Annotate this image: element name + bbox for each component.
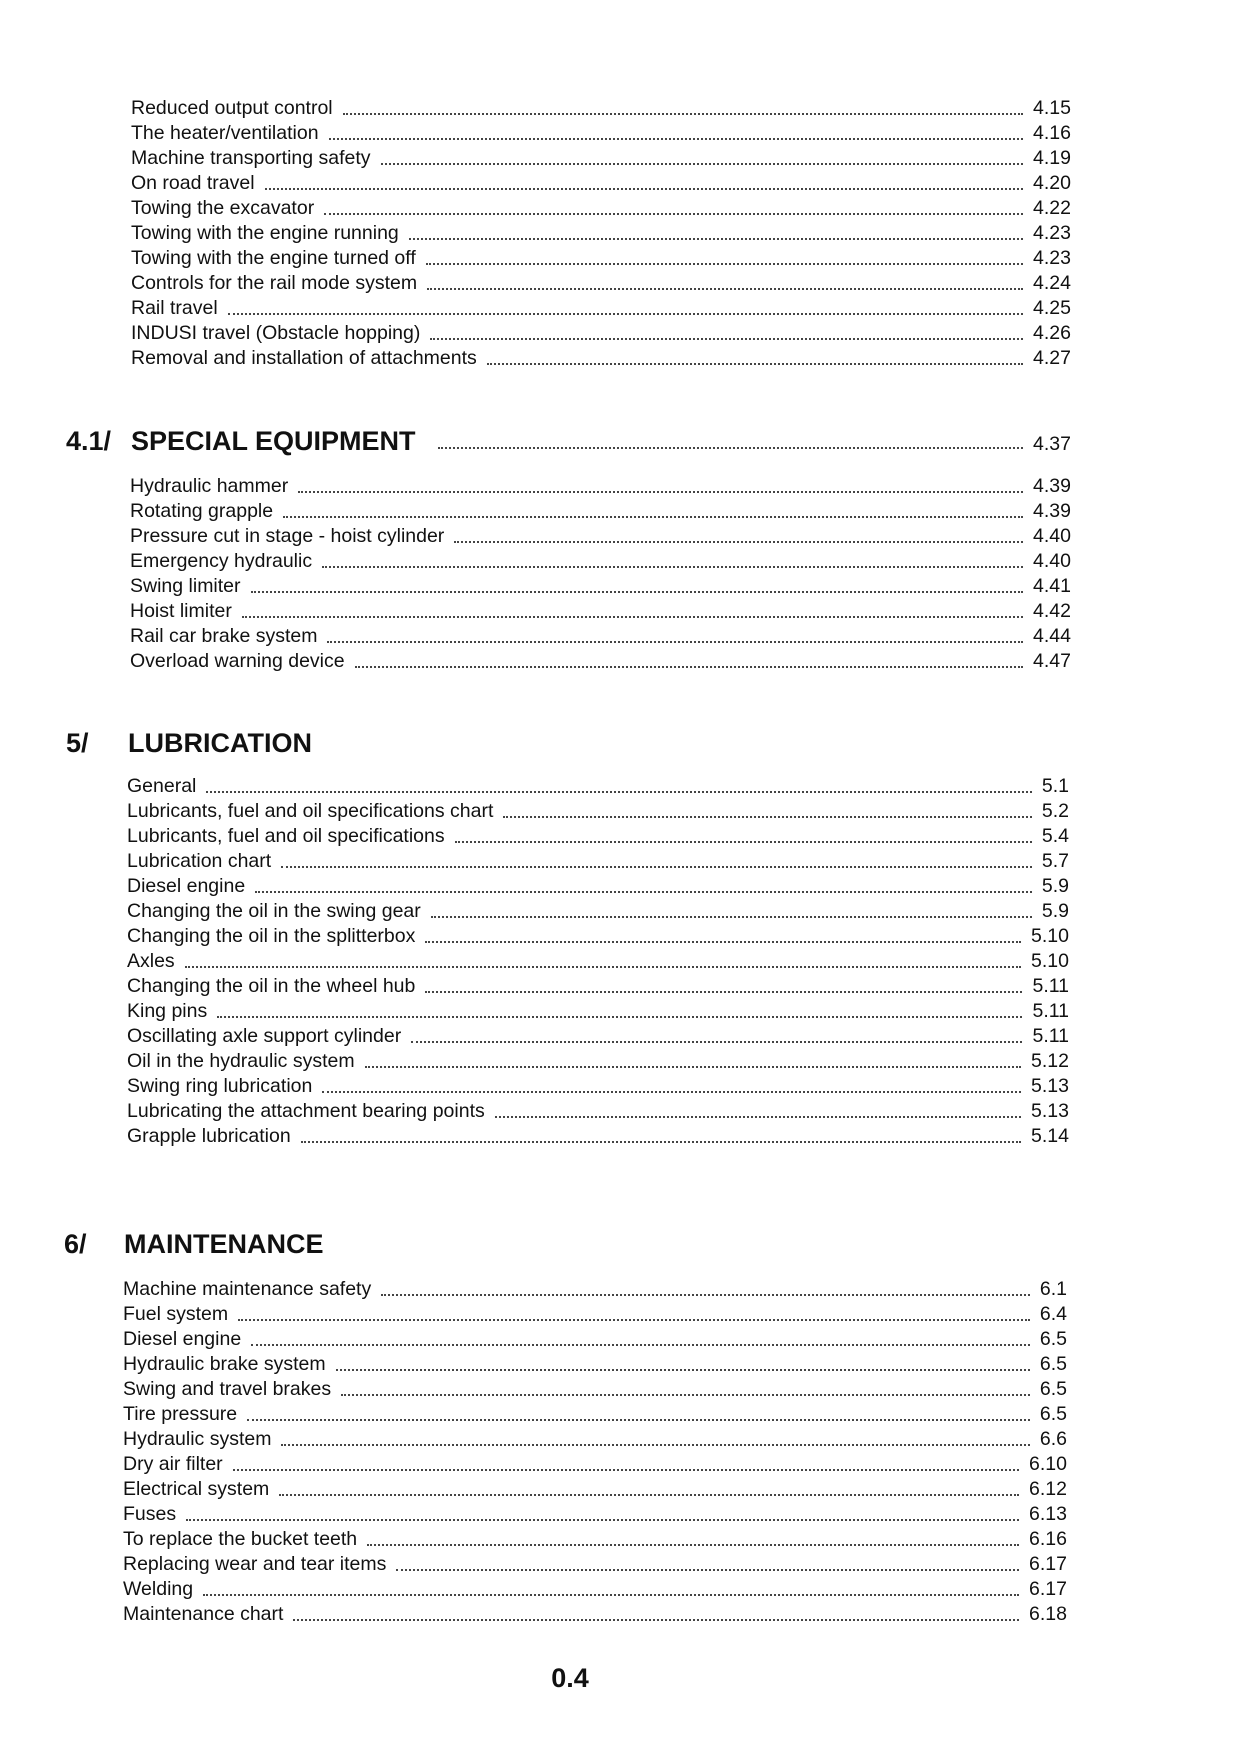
dot-leader: [411, 1041, 1022, 1043]
toc-entry[interactable]: [131, 146, 1071, 171]
toc-entry-label: Controls for the rail mode system: [131, 272, 418, 294]
toc-entry[interactable]: [127, 1074, 1069, 1099]
toc-entry[interactable]: [123, 1352, 1067, 1377]
toc-entry-label: Overload warning device: [130, 650, 345, 672]
dot-leader: [336, 1369, 1030, 1371]
toc-entry-label: Machine maintenance safety: [123, 1278, 372, 1300]
dot-leader: [438, 447, 1024, 449]
toc-entry-label: Rotating grapple: [130, 500, 274, 522]
toc-entry-page: 4.47: [1033, 650, 1071, 672]
toc-entry-label: Towing the excavator: [131, 197, 315, 219]
toc-entry-page: 4.27: [1033, 347, 1071, 369]
toc-entry-page: 4.44: [1033, 625, 1071, 647]
toc-entry-label: Replacing wear and tear items: [123, 1553, 387, 1575]
toc-entry-page: 6.5: [1039, 1403, 1067, 1425]
dot-leader: [431, 916, 1032, 918]
toc-entry-page: 6.4: [1039, 1303, 1067, 1325]
dot-leader: [427, 288, 1023, 290]
toc-entry-label: Reduced output control: [131, 97, 333, 119]
toc-entry-label: Swing ring lubrication: [127, 1075, 313, 1097]
toc-entry-label: Swing limiter: [130, 575, 241, 597]
toc-entry[interactable]: [123, 1602, 1067, 1627]
toc-entry-page: 4.16: [1033, 122, 1071, 144]
dot-leader: [298, 491, 1023, 493]
toc-entry-page: 6.17: [1029, 1553, 1067, 1575]
dot-leader: [217, 1016, 1022, 1018]
dot-leader: [396, 1569, 1019, 1571]
toc-entry-label: Hydraulic hammer: [130, 475, 289, 497]
toc-entry-label: Welding: [123, 1578, 194, 1600]
section-title[interactable]: MAINTENANCE: [124, 1229, 324, 1259]
toc-entry-page: 4.24: [1033, 272, 1071, 294]
dot-leader: [255, 891, 1032, 893]
toc-entry-label: General: [127, 775, 197, 797]
toc-entry-label: Oscillating axle support cylinder: [127, 1025, 402, 1047]
toc-entry[interactable]: [131, 171, 1071, 196]
toc-entry-page: 6.5: [1039, 1353, 1067, 1375]
toc-entry[interactable]: [127, 1049, 1069, 1074]
toc-entry-page: 5.13: [1031, 1075, 1069, 1097]
dot-leader: [381, 163, 1024, 165]
toc-entry-label: Lubricating the attachment bearing points: [127, 1100, 485, 1122]
toc-entry-label: Changing the oil in the wheel hub: [127, 975, 416, 997]
dot-leader: [454, 541, 1023, 543]
toc-entry-page: 5.10: [1031, 925, 1069, 947]
toc-entry-page: 6.12: [1029, 1478, 1067, 1500]
toc-entry-label: On road travel: [131, 172, 255, 194]
toc-entry-page: 5.4: [1041, 825, 1069, 847]
toc-entry-page: 5.11: [1032, 975, 1069, 997]
toc-entry[interactable]: [127, 874, 1069, 899]
toc-entry[interactable]: [131, 221, 1071, 246]
toc-entry[interactable]: [123, 1327, 1067, 1352]
toc-entry-label: INDUSI travel (Obstacle hopping): [131, 322, 421, 344]
section-title: SPECIAL EQUIPMENT: [131, 426, 416, 456]
toc-entry-label: Rail car brake system: [130, 625, 318, 647]
toc-entry-label: Emergency hydraulic: [130, 550, 313, 572]
toc-entry[interactable]: [127, 924, 1069, 949]
toc-entry-label: Towing with the engine running: [131, 222, 399, 244]
section-number: 5/: [66, 728, 89, 758]
toc-entry[interactable]: [131, 246, 1071, 271]
toc-entry[interactable]: [123, 1452, 1067, 1477]
toc-entry-label: Swing and travel brakes: [123, 1378, 332, 1400]
toc-entry-page: 6.18: [1029, 1603, 1067, 1625]
dot-leader: [322, 566, 1023, 568]
dot-leader: [455, 841, 1032, 843]
dot-leader: [283, 516, 1023, 518]
toc-entry-label: Grapple lubrication: [127, 1125, 291, 1147]
toc-entry-label: Diesel engine: [127, 875, 246, 897]
toc-entry-page: 6.17: [1029, 1578, 1067, 1600]
section-page: 4.37: [1033, 433, 1071, 455]
dot-leader: [487, 363, 1023, 365]
toc-entry-label: Removal and installation of attachments: [131, 347, 477, 369]
toc-entry[interactable]: [127, 1024, 1069, 1049]
toc-entry-label: To replace the bucket teeth: [123, 1528, 358, 1550]
dot-leader: [186, 1519, 1019, 1521]
dot-leader: [228, 313, 1023, 315]
toc-entry[interactable]: [123, 1302, 1067, 1327]
toc-entry-label: Changing the oil in the splitterbox: [127, 925, 416, 947]
toc-entry-page: 5.11: [1032, 1000, 1069, 1022]
toc-entry[interactable]: [123, 1277, 1067, 1302]
toc-entry-page: 4.20: [1033, 172, 1071, 194]
toc-entry-page: 6.5: [1039, 1328, 1067, 1350]
dot-leader: [425, 991, 1022, 993]
toc-entry-page: 4.39: [1033, 500, 1071, 522]
toc-entry[interactable]: [130, 624, 1071, 649]
toc-entry-page: 4.19: [1033, 147, 1071, 169]
toc-entry[interactable]: [127, 774, 1069, 799]
toc-entry[interactable]: [127, 949, 1069, 974]
toc-entry-page: 5.10: [1031, 950, 1069, 972]
page-number: 0.4: [551, 1663, 589, 1693]
dot-leader: [251, 1344, 1030, 1346]
toc-entry[interactable]: [131, 346, 1071, 371]
dot-leader: [247, 1419, 1030, 1421]
toc-entry[interactable]: [130, 499, 1071, 524]
toc-entry-page: 5.11: [1032, 1025, 1069, 1047]
toc-entry-page: 4.23: [1033, 222, 1071, 244]
dot-leader: [367, 1544, 1019, 1546]
dot-leader: [281, 866, 1032, 868]
dot-leader: [238, 1319, 1030, 1321]
toc-entry[interactable]: [131, 96, 1071, 121]
section-heading[interactable]: [131, 425, 1071, 457]
dot-leader: [279, 1494, 1019, 1496]
toc-entry[interactable]: [131, 196, 1071, 221]
toc-entry-page: 6.1: [1039, 1278, 1067, 1300]
toc-entry-page: 4.25: [1033, 297, 1071, 319]
dot-leader: [409, 238, 1023, 240]
toc-entry-page: 6.13: [1029, 1503, 1067, 1525]
toc-entry[interactable]: [131, 271, 1071, 296]
toc-entry[interactable]: [127, 849, 1069, 874]
toc-entry[interactable]: [130, 649, 1071, 674]
toc-entry-page: 4.40: [1033, 525, 1071, 547]
dot-leader: [281, 1444, 1029, 1446]
section-number: 4.1/: [66, 426, 112, 456]
toc-entry-page: 5.12: [1031, 1050, 1069, 1072]
toc-entry-page: 6.6: [1039, 1428, 1067, 1450]
toc-entry[interactable]: [123, 1377, 1067, 1402]
toc-entry-page: 6.10: [1029, 1453, 1067, 1475]
toc-entry-label: Dry air filter: [123, 1453, 223, 1475]
dot-leader: [233, 1469, 1019, 1471]
toc-entry-label: Rail travel: [131, 297, 218, 319]
toc-entry-page: 5.9: [1041, 875, 1069, 897]
toc-entry-label: Hydraulic system: [123, 1428, 272, 1450]
toc-entry[interactable]: [130, 474, 1071, 499]
dot-leader: [185, 966, 1021, 968]
toc-entry-page: 4.41: [1033, 575, 1071, 597]
dot-leader: [203, 1594, 1019, 1596]
toc-entry-page: 5.9: [1041, 900, 1069, 922]
toc-entry[interactable]: [130, 574, 1071, 599]
toc-entry[interactable]: [131, 296, 1071, 321]
toc-entry-label: Axles: [127, 950, 175, 972]
toc-entry[interactable]: [123, 1577, 1067, 1602]
toc-entry-label: Lubrication chart: [127, 850, 272, 872]
dot-leader: [322, 1091, 1021, 1093]
dot-leader: [327, 641, 1023, 643]
toc-entry[interactable]: [131, 321, 1071, 346]
dot-leader: [381, 1294, 1030, 1296]
toc-entry[interactable]: [123, 1552, 1067, 1577]
toc-entry[interactable]: [123, 1527, 1067, 1552]
toc-entry-label: Fuel system: [123, 1303, 229, 1325]
dot-leader: [503, 816, 1032, 818]
toc-entry-page: 4.23: [1033, 247, 1071, 269]
section-title[interactable]: LUBRICATION: [128, 728, 312, 758]
toc-entry-page: 4.26: [1033, 322, 1071, 344]
toc-entry-label: Oil in the hydraulic system: [127, 1050, 355, 1072]
dot-leader: [324, 213, 1023, 215]
toc-entry-label: Tire pressure: [123, 1403, 238, 1425]
toc-entry-page: 4.15: [1033, 97, 1071, 119]
toc-entry-label: Hoist limiter: [130, 600, 232, 622]
dot-leader: [206, 791, 1032, 793]
toc-entry[interactable]: [123, 1402, 1067, 1427]
toc-entry-label: Pressure cut in stage - hoist cylinder: [130, 525, 445, 547]
toc-entry-label: Hydraulic brake system: [123, 1353, 326, 1375]
toc-entry-page: 4.40: [1033, 550, 1071, 572]
toc-entry[interactable]: [123, 1502, 1067, 1527]
toc-entry[interactable]: [130, 599, 1071, 624]
dot-leader: [425, 941, 1021, 943]
toc-entry-page: 6.16: [1029, 1528, 1067, 1550]
toc-entry-page: 5.14: [1031, 1125, 1069, 1147]
toc-entry-label: The heater/ventilation: [131, 122, 319, 144]
toc-entry-label: Machine transporting safety: [131, 147, 371, 169]
dot-leader: [251, 591, 1024, 593]
dot-leader: [242, 616, 1023, 618]
toc-entry-label: Towing with the engine turned off: [131, 247, 416, 269]
dot-leader: [430, 338, 1023, 340]
toc-entry-label: Fuses: [123, 1503, 177, 1525]
dot-leader: [301, 1141, 1021, 1143]
dot-leader: [329, 138, 1024, 140]
toc-entry-page: 5.1: [1041, 775, 1069, 797]
dot-leader: [293, 1619, 1019, 1621]
dot-leader: [343, 113, 1023, 115]
dot-leader: [365, 1066, 1021, 1068]
toc-entry-label: Maintenance chart: [123, 1603, 284, 1625]
toc-entry-page: 4.42: [1033, 600, 1071, 622]
toc-entry[interactable]: [130, 549, 1071, 574]
toc-entry-page: 5.7: [1041, 850, 1069, 872]
toc-entry[interactable]: [127, 799, 1069, 824]
toc-entry[interactable]: [127, 824, 1069, 849]
toc-entry-page: 4.22: [1033, 197, 1071, 219]
section-number: 6/: [64, 1229, 87, 1259]
toc-entry[interactable]: [123, 1427, 1067, 1452]
toc-entry-label: King pins: [127, 1000, 208, 1022]
dot-leader: [265, 188, 1023, 190]
dot-leader: [341, 1394, 1030, 1396]
toc-entry[interactable]: [127, 999, 1069, 1024]
dot-leader: [355, 666, 1023, 668]
toc-entry[interactable]: [127, 1099, 1069, 1124]
toc-entry-label: Changing the oil in the swing gear: [127, 900, 421, 922]
toc-entry[interactable]: [131, 121, 1071, 146]
dot-leader: [495, 1116, 1021, 1118]
dot-leader: [426, 263, 1023, 265]
toc-entry-label: Electrical system: [123, 1478, 270, 1500]
toc-entry-label: Lubricants, fuel and oil specifications: [127, 825, 445, 847]
toc-entry[interactable]: [127, 899, 1069, 924]
toc-entry[interactable]: [127, 1124, 1069, 1149]
toc-entry[interactable]: [127, 974, 1069, 999]
toc-entry[interactable]: [130, 524, 1071, 549]
toc-entry-page: 4.39: [1033, 475, 1071, 497]
toc-entry-label: Lubricants, fuel and oil specifications chart: [127, 800, 494, 822]
toc-entry[interactable]: [123, 1477, 1067, 1502]
toc-entry-label: Diesel engine: [123, 1328, 242, 1350]
toc-entry-page: 5.13: [1031, 1100, 1069, 1122]
toc-entry-page: 5.2: [1041, 800, 1069, 822]
toc-entry-page: 6.5: [1039, 1378, 1067, 1400]
